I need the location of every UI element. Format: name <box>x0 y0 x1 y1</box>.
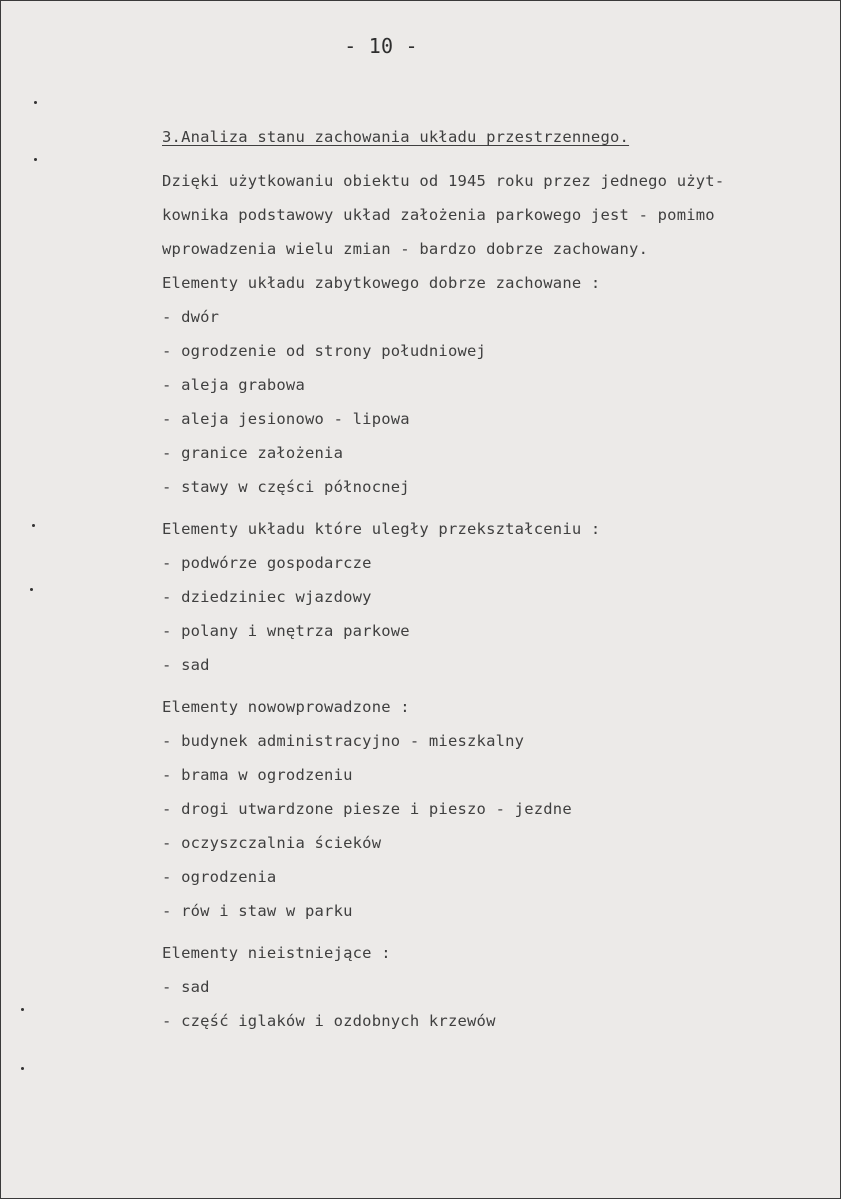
margin-dot <box>30 588 33 591</box>
margin-dot <box>34 101 37 104</box>
margin-dot <box>21 1008 24 1011</box>
page-number: - 10 - <box>344 34 418 58</box>
intro-line: kownika podstawowy układ założenia parkowego jest - pomimo <box>162 206 715 224</box>
list-item: - stawy w części północnej <box>162 478 410 496</box>
section-title-new: Elementy nowowprowadzone : <box>162 698 410 716</box>
list-item: - rów i staw w parku <box>162 902 353 920</box>
list-item: - granice założenia <box>162 444 344 462</box>
list-item: - aleja jesionowo - lipowa <box>162 410 410 428</box>
margin-dot <box>32 524 35 527</box>
section-heading: 3.Analiza stanu zachowania układu przestrzennego. <box>162 128 630 146</box>
list-item: - ogrodzenie od strony południowej <box>162 342 487 360</box>
list-item: - ogrodzenia <box>162 868 277 886</box>
intro-line: wprowadzenia wielu zmian - bardzo dobrze zachowany. <box>162 240 649 258</box>
list-item: - sad <box>162 656 210 674</box>
section-title-transformed: Elementy układu które uległy przekształceniu : <box>162 520 601 538</box>
list-item: - oczyszczalnia ścieków <box>162 834 382 852</box>
list-item: - dwór <box>162 308 220 326</box>
list-item: - aleja grabowa <box>162 376 305 394</box>
intro-paragraph <box>162 164 792 266</box>
margin-dot <box>34 158 37 161</box>
list-item: - część iglaków i ozdobnych krzewów <box>162 1012 496 1030</box>
list-item: - podwórze gospodarcze <box>162 554 372 572</box>
list-item: - budynek administracyjno - mieszkalny <box>162 732 525 750</box>
section-title-preserved: Elementy układu zabytkowego dobrze zachowane : <box>162 274 601 292</box>
list-item: - dziedziniec wjazdowy <box>162 588 372 606</box>
margin-dot <box>21 1067 24 1070</box>
intro-line: Dzięki użytkowaniu obiektu od 1945 roku przez jednego użyt- <box>162 172 725 190</box>
list-item: - drogi utwardzone piesze i pieszo - jezdne <box>162 800 572 818</box>
list-item: - polany i wnętrza parkowe <box>162 622 410 640</box>
list-item: - sad <box>162 978 210 996</box>
section-title-nonexistent: Elementy nieistniejące : <box>162 944 391 962</box>
list-item: - brama w ogrodzeniu <box>162 766 353 784</box>
